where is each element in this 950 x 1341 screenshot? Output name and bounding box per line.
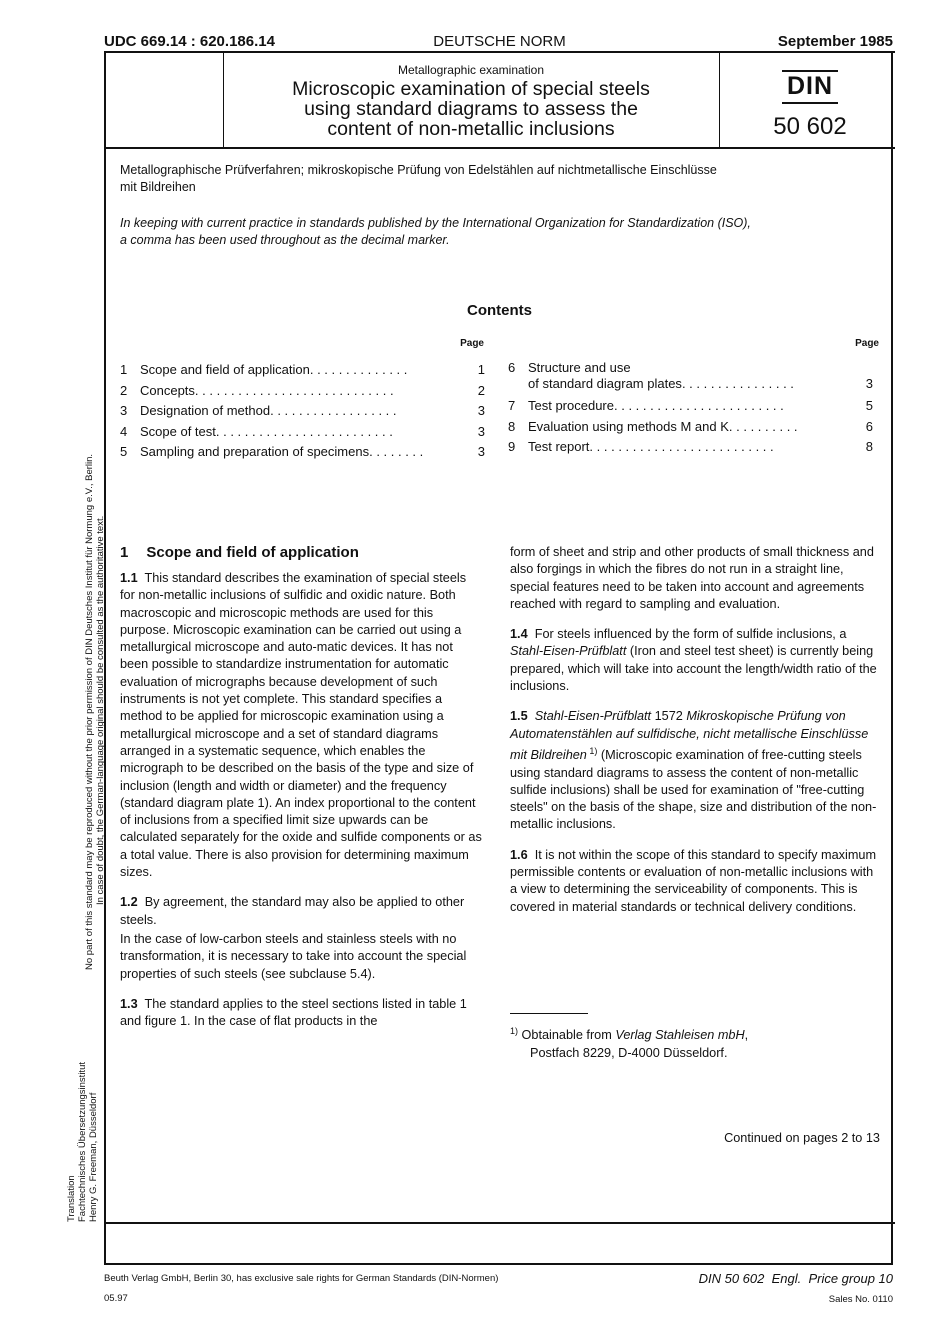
date-code: 05.97 (104, 1293, 128, 1304)
toc-entry[interactable] (120, 381, 485, 402)
contents-page-label-right: Page (855, 338, 879, 349)
footnote-line-1 (510, 1023, 878, 1045)
deutsche-norm-label: DEUTSCHE NORM (433, 33, 566, 50)
footnote-line-2: Postfach 8229, D-4000 Düsseldorf. (530, 1045, 728, 1060)
contents-heading: Contents (467, 302, 532, 319)
clause-text-italic: Stahl-Eisen-Prüfblatt (534, 709, 652, 724)
toc-page: 3 (865, 376, 873, 391)
toc-entry[interactable] (508, 437, 873, 458)
toc-entry[interactable] (120, 401, 485, 422)
toc-right-column (508, 360, 873, 458)
german-title-line-2: mit Bildreihen (120, 180, 196, 195)
left-text-column (120, 570, 484, 1043)
right-text-column (510, 544, 878, 929)
toc-dots: . . . . . . . . . . . . . . . . . . . . . . . . . . (589, 439, 774, 454)
toc-label: Scope of test (140, 423, 216, 439)
din-number: 50 602 (773, 113, 847, 140)
clause-text: (Iron and steel test sheet) is currently being prepared, which will take into account the length/width ratio of the inclusions. (510, 644, 877, 694)
reproduction-notice-line-2: In case of doubt, the German-language original should be consulted as the authoritative text. (95, 515, 106, 905)
clause-1-4 (510, 626, 878, 695)
translation-credit-line-1: Translation (66, 1175, 77, 1222)
toc-num: 7 (508, 398, 516, 413)
toc-dots: . . . . . . . . . . . . . . . . (681, 376, 794, 391)
toc-entry-cont[interactable] (508, 376, 873, 392)
toc-label: Evaluation using methods M and K (528, 418, 729, 434)
toc-label: Structure and use (528, 360, 631, 375)
toc-num: 5 (120, 444, 128, 459)
din-logo: DIN (786, 72, 834, 100)
sales-number: Sales No. 0110 (828, 1294, 893, 1305)
clause-number: 1.3 (120, 996, 138, 1011)
iso-note (120, 215, 895, 249)
toc-dots: . . . . . . . . . . . . . . . . . . . . . . . . (614, 398, 784, 413)
toc-page: 2 (477, 382, 485, 398)
footnote (510, 1023, 878, 1062)
toc-num: 9 (508, 439, 516, 454)
toc-num: 1 (120, 362, 128, 377)
clause-text: This standard describes the examination of special steels for non-metallic inclusions of sulfidic and oxidic nature. Both macroscopic and microscopic methods are used for this purpose. Microscopic examination can be carried out using a metallurgical microscope and auto-matic devices. It has not been possible to standardize instrumentation for automatic evaluation of micrographs because development of such instruments is not yet complete. This standard specifies a method to be applied for microscopic examination using a metallurgical microscope and a set of standard diagrams arranged in a systematic sequence, which enables the micrograph to be described on the basis of the type and size of inclusion (length and width or diameter) and the frequency (standard diagram plate 1). An index proportional to the content of inclusions from a specified limit size upwards can be calculated separately for the oxide and sulfide components or as a total value. There is also provision for determining maximum sizes. (120, 571, 482, 880)
clause-1-1 (120, 570, 484, 881)
title-divider-right (719, 52, 720, 147)
section-title: Scope and field of application (146, 544, 359, 561)
footnote-text: , (744, 1028, 749, 1043)
din-designation: DIN 50 602 Engl. Price group 10 (698, 1271, 893, 1286)
clause-number: 1.4 (510, 627, 528, 642)
translation-credit-line-3: Henry G. Freeman, Düsseldorf (88, 1092, 99, 1222)
clause-text: By agreement, the standard may also be applied to other steels. (120, 895, 465, 927)
toc-page: 1 (477, 362, 485, 377)
document-title (224, 79, 718, 139)
clause-number: 1.6 (510, 847, 528, 862)
footnote-rule (510, 1013, 588, 1014)
clause-1-2 (120, 894, 484, 929)
contents-page-label-left: Page (460, 338, 484, 349)
toc-label: Test report (528, 439, 590, 454)
bottom-rule (104, 1222, 895, 1224)
toc-dots: . . . . . . . . . . . . . . . . . . (270, 403, 397, 418)
translation-credit (66, 1022, 99, 1222)
toc-label: Sampling and preparation of specimens (140, 444, 370, 459)
section-number: 1 (120, 544, 129, 561)
german-title (120, 162, 890, 196)
title-line-2: using standard diagrams to assess the (304, 98, 638, 120)
clause-number: 1.2 (120, 895, 138, 910)
german-title-line-1: Metallographische Prüfverfahren; mikroskopische Prüfung von Edelstählen auf nichtmetallische Einschlüsse (120, 163, 717, 177)
clause-text: The standard applies to the steel sections listed in table 1 and figure 1. In the case of flat products in the (120, 996, 467, 1029)
din-logo-underline (782, 102, 838, 104)
clause-text: For steels influenced by the form of sulfide inclusions, a (534, 627, 847, 642)
toc-page: 3 (477, 444, 485, 459)
toc-label: Scope and field of application (140, 362, 310, 377)
clause-text: 1572 (651, 709, 687, 724)
toc-num: 3 (120, 403, 128, 418)
clause-number: 1.5 (510, 709, 528, 724)
toc-dots: . . . . . . . . . . . . . . . . . . . . . . . . . . . . (194, 382, 394, 398)
toc-entry[interactable] (508, 417, 873, 438)
toc-label: Test procedure (528, 398, 614, 413)
toc-num: 2 (120, 382, 128, 398)
footnote-ref[interactable]: 1) (586, 745, 598, 756)
publication-date: September 1985 (777, 33, 893, 50)
toc-left-column (120, 360, 485, 463)
toc-dots: . . . . . . . . . . . . . . (309, 362, 408, 377)
toc-num: 4 (120, 423, 128, 439)
clause-1-2-continued: In the case of low-carbon steels and stainless steels with no transformation, it is necessary to take into account the special properties of such steels (see subclause 5.4). (120, 931, 467, 981)
toc-entry[interactable] (120, 442, 485, 463)
footnote-text: Obtainable from (518, 1028, 616, 1043)
clause-text-italic: Stahl-Eisen-Prüfblatt (510, 644, 627, 659)
iso-note-line-1: In keeping with current practice in standards published by the International Organization for Standardization (ISO), (120, 216, 751, 230)
toc-page: 5 (865, 398, 873, 413)
toc-num: 6 (508, 360, 516, 375)
toc-page: 3 (477, 403, 485, 418)
title-subtitle: Metallographic examination (397, 63, 545, 77)
clause-text: It is not within the scope of this standard to specify maximum permissible contents or evaluation of non-metallic inclusions with a view to determining the serviceability of components. This is covered in material standards or technical delivery conditions. (510, 847, 877, 914)
publisher-note: Beuth Verlag GmbH, Berlin 30, has exclusive sale rights for German Standards (DIN-Normen) (104, 1273, 499, 1284)
toc-label: Concepts (140, 382, 195, 398)
footnote-text-italic: Verlag Stahleisen mbH (615, 1028, 745, 1043)
toc-dots: . . . . . . . . . . (728, 418, 798, 434)
iso-note-line-2: a comma has been used throughout as the decimal marker. (120, 233, 450, 248)
toc-num: 8 (508, 418, 516, 434)
clause-text-italic: Mikroskopische Prüfung von Automatenstählen auf sulfidische, nicht metallische Einschlüsse mit Bildreihen (510, 709, 869, 763)
title-line-1: Microscopic examination of special steels (292, 78, 650, 100)
section-1-heading (120, 544, 359, 561)
toc-label: Designation of method (140, 403, 271, 418)
toc-page: 3 (477, 423, 485, 439)
toc-dots: . . . . . . . . (369, 444, 424, 459)
footnote-mark: 1) (510, 1026, 519, 1036)
toc-entry[interactable] (120, 360, 485, 381)
clause-1-3-continued: form of sheet and strip and other products of small thickness and also forgings in which the fibres do not run in a straight line, special features need to be taken into account and agreements reached with regard to sampling and evaluation. (510, 545, 874, 611)
reproduction-notice-line-1: No part of this standard may be reproduced without the prior permission of DIN Deutsches Institut für Normung e.V., Berlin. (84, 453, 95, 970)
toc-label: of standard diagram plates (528, 376, 682, 391)
toc-page: 6 (865, 418, 873, 434)
toc-entry[interactable] (508, 360, 873, 376)
udc-number: UDC 669.14 : 620.186.14 (104, 33, 275, 50)
clause-1-3 (120, 996, 484, 1031)
reproduction-notice (84, 360, 106, 970)
continued-note: Continued on pages 2 to 13 (724, 1131, 880, 1145)
toc-dots: . . . . . . . . . . . . . . . . . . . . . . . . . (215, 423, 393, 439)
toc-entry[interactable] (120, 422, 485, 443)
toc-entry[interactable] (508, 396, 873, 417)
clause-1-5 (510, 708, 878, 833)
toc-page: 8 (865, 439, 873, 454)
clause-1-6 (510, 847, 878, 916)
clause-text: (Microscopic examination of free-cutting steels using standard diagrams to assess the content of non-metallic sulfide inclusions) shall be used for examination of "free-cutting steels" on the basis of the shape, size and distribution of the non-metallic inclusions. (510, 748, 877, 832)
translation-credit-line-2: Fachtechnisches Übersetzungsinstitut (77, 1062, 88, 1222)
clause-number: 1.1 (120, 571, 138, 585)
title-line-3: content of non-metallic inclusions (327, 118, 615, 140)
